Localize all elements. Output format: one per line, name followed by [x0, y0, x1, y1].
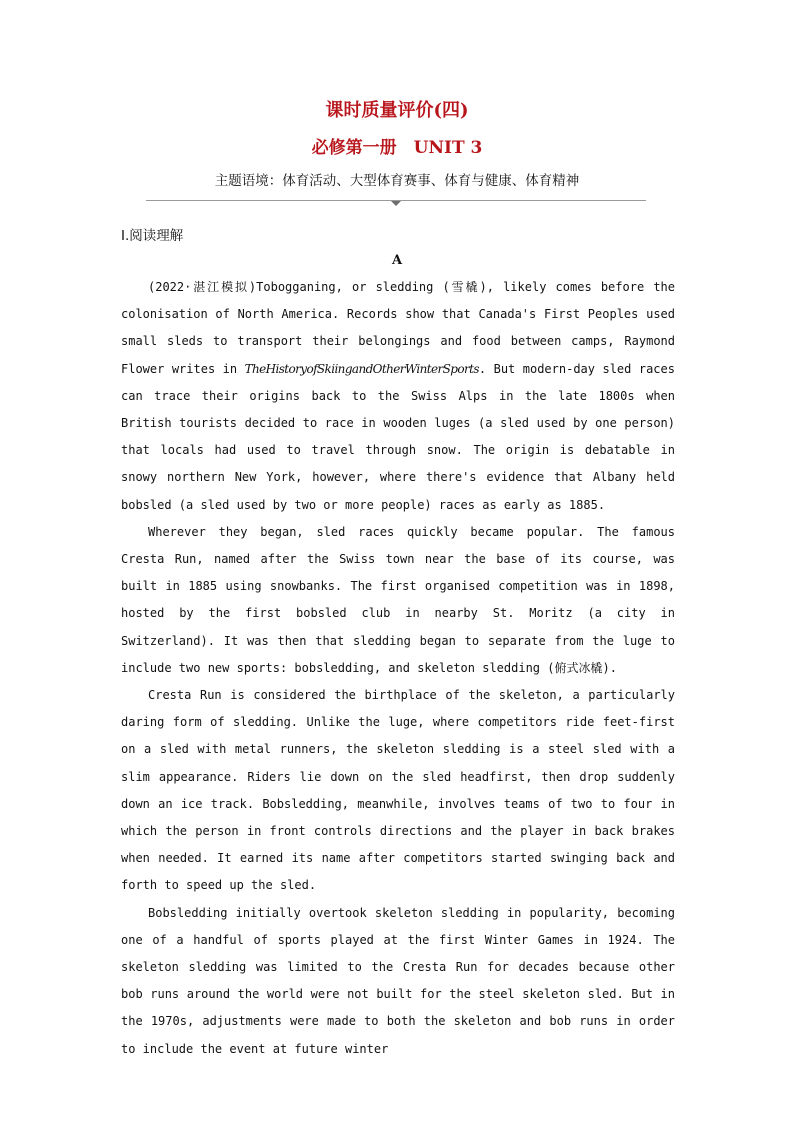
section-heading: Ⅰ.阅读理解 — [121, 228, 184, 244]
divider-triangle-icon — [391, 201, 401, 206]
book-title: TheHistoryofSkiingandOtherWinterSports — [244, 361, 479, 376]
unit-subtitle: 必修第一册 UNIT 3 — [311, 138, 483, 158]
theme-context: 主题语境：体育活动、大型体育赛事、体育与健康、体育精神 — [214, 173, 580, 189]
page-title: 课时质量评价(四) — [325, 100, 469, 121]
paragraph-1-text-b: . But modern-day sled races can trace their origins back to the Swiss Alps in the late 1800s when British tourists decided to race in wooden luges (a sled used by one person) that locals had used to travel through snow. The origin is debatable in snowy northern New York, however, where there's evidence that Albany held bobsled (a sled used by two or more people) races as early as 1885. — [121, 361, 675, 512]
paragraph-2: Wherever they began, sled races quickly became popular. The famous Cresta Run, named after the Swiss town near the base of its course, was built in 1885 using snowbanks. The first organised competition was in 1898, hosted by the first bobsled club in nearby St. Moritz (a city in Switzerland). It was then that sledding began to separate from the luge to include two new sports: bobsledding, and skeleton sledding (俯式冰橇). — [121, 524, 675, 675]
passage-body — [121, 274, 675, 1063]
paragraph-4: Bobsledding initially overtook skeleton sledding in popularity, becoming one of a handful of sports played at the first Winter Games in 1924. The skeleton sledding was limited to the Cresta Run for decades because other bob runs around the world were not built for the steel skeleton sled. But in the 1970s, adjustments were made to both the skeleton and bob runs in order to include the event at future winter — [121, 905, 675, 1056]
passage-label: A — [391, 253, 403, 268]
paragraph-1-text-a: (2022·湛江模拟)Tobogganing, or sledding (雪橇), likely comes before the colonisation of North America. Records show that Canada's First Peoples used small sleds to transport their belongings and food between camps, Raymond Flower writes in — [121, 280, 675, 376]
paragraph-3: Cresta Run is considered the birthplace of the skeleton, a particularly daring form of sledding. Unlike the luge, where competitors ride feet-first on a sled with metal runners, the skeleton sledding is a steel sled with a slim appearance. Riders lie down on the sled headfirst, then drop suddenly down an ice track. Bobsledding, meanwhile, involves teams of two to four in which the person in front controls directions and the player in back brakes when needed. It earned its name after competitors started swinging back and forth to speed up the sled. — [121, 688, 675, 893]
paragraph-1 — [121, 274, 675, 519]
